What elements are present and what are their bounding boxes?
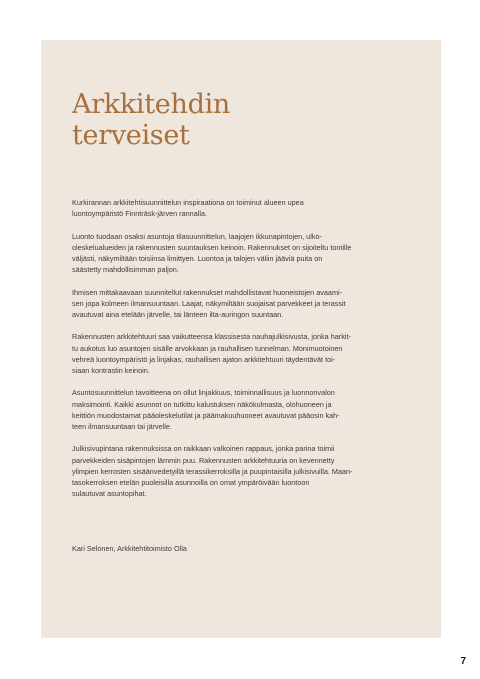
paragraph-2: Luonto tuodaan osaksi asuntoja tilasuunnittelun, laajojen ikkunapintojen, ulko- oleskelualueiden ja rakennusten suuntauksen keinoin. Rakennukset on sijoiteltu tontille väljästi, näkymiltään toisiinsa limittyen. Luontoa ja talojen väliin jääviä puita on säästetty mahdollisimman paljon. (72, 231, 352, 275)
paragraph-4: Rakennusten arkkitehtuuri saa vaikutteensa klassisesta nauhajulkisivusta, jonka harkit- tu aukotus luo asuntojen sisälle arvokkaan ja rauhallisen tunnelman. Monimuotoinen vehreä luontoympäristö ja linjakas, rauhallisen ajaton arkkitehtuuri täydentävät toi- siaan kontrastin keinoin. (72, 332, 351, 375)
page-number: 7 (460, 656, 466, 667)
signature: Kari Selonen, Arkkitehtitoimisto Olla (72, 544, 187, 553)
paragraph-5: Asuntosuunnittelun tavoitteena on ollut linjakkuus, toiminnallisuus ja luonnonvalon maksimointi. Kaikki asunnot on tutkittu kalustuksen näkökulmasta, olohuoneen ja keittiön muodostamat pääoleskelutilat ja päämakuuhuoneet avautuvat pääosin kah- teen ilmansuuntaan tai järvelle. (72, 388, 340, 431)
paragraph-3: Ihmisen mittakaavaan suunnitellut rakennukset mahdollistavat huoneistojen avaami- sen jopa kolmeen ilmansuuntaan. Laajat, näkymiltään suojaisat parvekkeet ja terassit avautuvat aina etelään järvelle, tai länteen ilta-auringon suuntaan. (72, 287, 346, 319)
page-title (72, 89, 230, 151)
paragraph-6: Julkisivupintana rakennuksissa on raikkaan valkoinen rappaus, jonka parina toimii parvekkeiden sisäpintojen lämmin puu. Rakennusten arkkitehtuuria on kevennetty ylimpien kerrosten sisäänvedetyillä terassikerroksilla ja puupintaisilla julkisivuilla. Maan- tasokerroksen etelän puoleisilla asunnoilla on omat ympäröivään luontoon sulautuvat asuntopihat. (72, 444, 353, 499)
title-line-1: Arkkitehdin (72, 89, 230, 120)
body-text (72, 197, 394, 511)
paragraph-1: Kurkirannan arkkitehtisuunnittelun inspiraationa on toiminut alueen upea luontoympäristö Finnträsk-järven rannalla. (72, 198, 304, 219)
title-line-2: terveiset (72, 120, 190, 151)
